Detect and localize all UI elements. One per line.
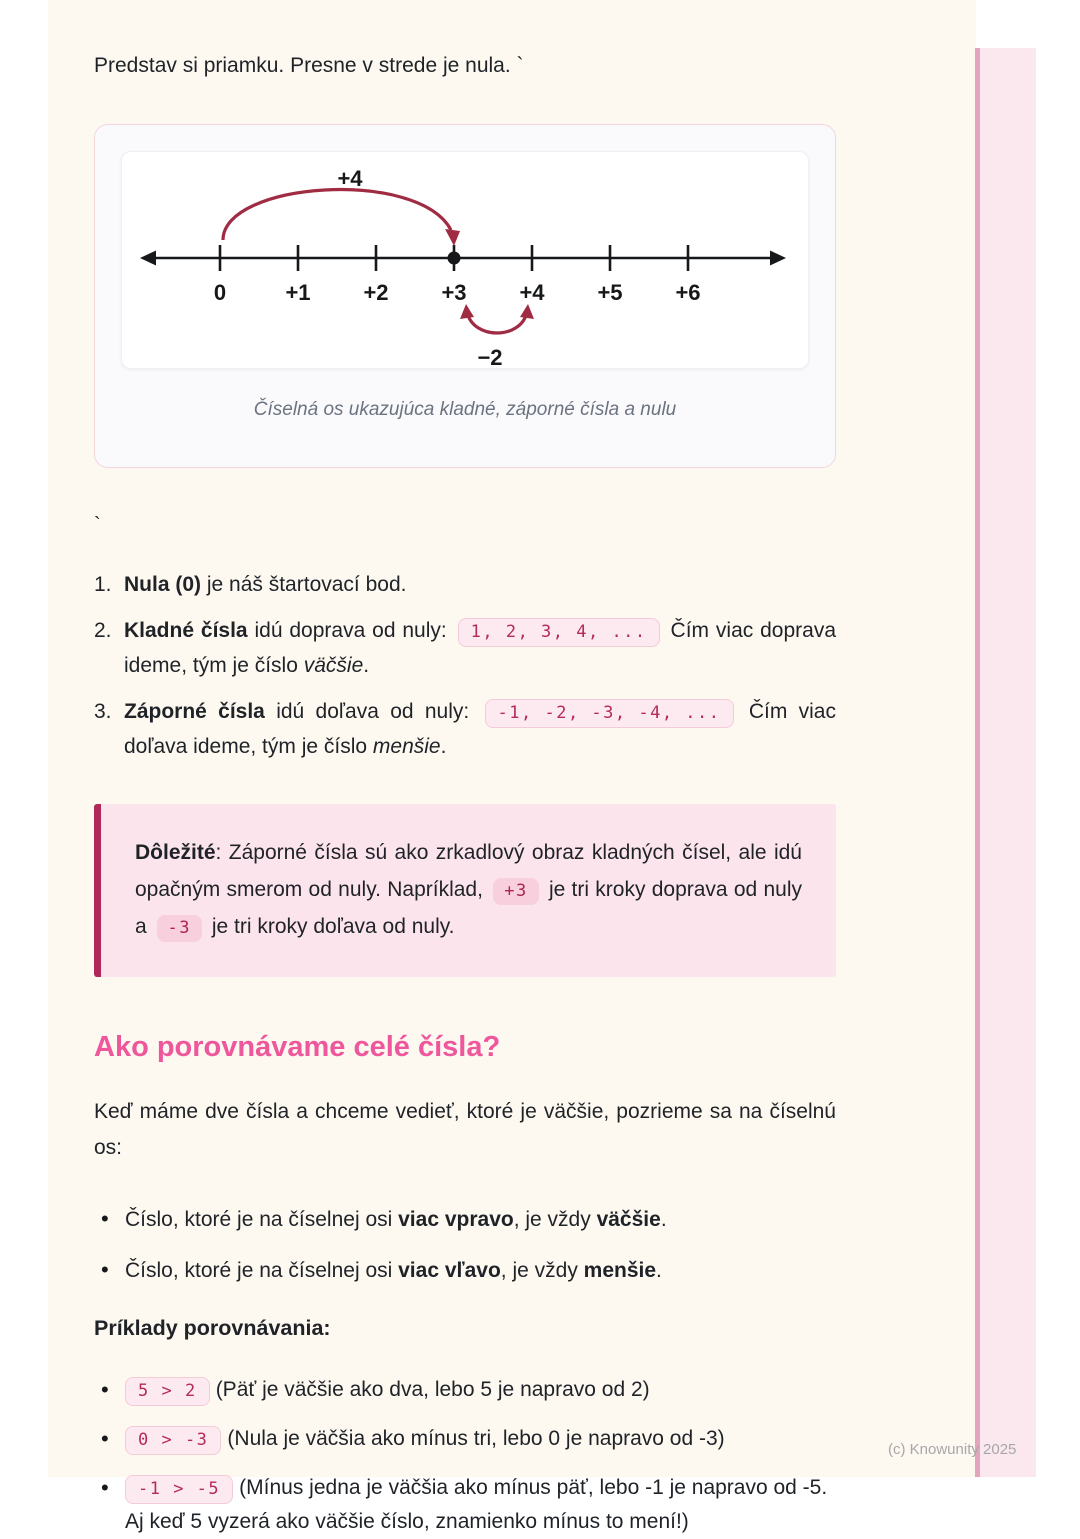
page-margin-stripe [975, 48, 1036, 1477]
list-number: 2. [94, 618, 112, 642]
list-item-text: . [363, 653, 370, 677]
minus-two-arc-label: −2 [477, 344, 503, 369]
inline-code-chip: -3 [157, 915, 202, 942]
example-text: (Päť je väčšie ako dva, lebo 5 je napravo od 2) [215, 1377, 650, 1401]
tick-label-5: +5 [597, 279, 623, 305]
minus-two-arc [467, 312, 527, 333]
bullet-text: , je vždy [513, 1207, 597, 1231]
comparison-code-chip: 0 > -3 [125, 1426, 221, 1455]
callout-text: je tri kroky doprava od nuly a [135, 877, 802, 938]
bullet-bold: viac vpravo [398, 1207, 514, 1231]
important-callout [94, 804, 836, 977]
tick-label-3: +3 [441, 279, 467, 305]
list-item-italic: menšie [372, 734, 441, 758]
tick-label-4: +4 [519, 279, 545, 305]
list-item [94, 567, 836, 602]
bullet-text: . [656, 1258, 662, 1282]
list-item [94, 694, 836, 764]
list-number: 1. [94, 572, 112, 596]
figure-caption: Číselná os ukazujúca kladné, záporné čísla a nulu [253, 398, 677, 420]
inline-code-chip: -1, -2, -3, -4, ... [485, 699, 734, 728]
list-item-bold: Záporné čísla [124, 699, 265, 723]
bullet-text: . [660, 1207, 667, 1231]
tick-label-1: +1 [285, 279, 311, 305]
list-item-bold: Nula (0) [124, 572, 202, 596]
examples-list [94, 1373, 836, 1539]
comparison-code-chip: -1 > -5 [125, 1475, 233, 1504]
list-item-bold: Kladné čísla [124, 618, 248, 642]
number-line-card [121, 151, 809, 369]
list-item-text: Čím viac doprava ideme, tým je číslo [124, 618, 837, 677]
list-item-text: idú doľava od nuly: [264, 699, 481, 723]
plus-four-arrowhead-icon [445, 229, 460, 246]
bullet-bold: menšie [583, 1258, 657, 1282]
list-item-italic: väčšie [303, 653, 364, 677]
number-line-figure [94, 124, 836, 468]
list-item-text: Čím viac doľava ideme, tým je číslo [124, 699, 836, 758]
callout-text: : Záporné čísla sú ako zrkadlový obraz kladných čísel, ale idú opačným smerom od nuly. Napríklad, [135, 840, 802, 901]
point-dot [448, 251, 461, 264]
examples-heading: Príklady porovnávania: [94, 1315, 331, 1340]
inline-code-chip: 1, 2, 3, 4, ... [458, 618, 660, 647]
axis-left-arrow-icon [140, 250, 156, 265]
inline-code-chip: +3 [493, 878, 538, 905]
tick-label-2: +2 [363, 279, 389, 305]
document-page [48, 0, 976, 1533]
callout-text: je tri kroky doľava od nuly. [206, 914, 455, 938]
tick-label-0: 0 [213, 279, 227, 305]
example-item [94, 1422, 836, 1456]
bullet-text: , je vždy [500, 1258, 584, 1282]
section-intro: Keď máme dve čísla a chceme vedieť, ktoré je väčšie, pozrieme sa na číselnú os: [94, 1099, 836, 1159]
example-item [94, 1373, 836, 1407]
minus-two-left-arrowhead-icon [460, 304, 474, 319]
example-item [94, 1471, 836, 1539]
plus-four-arc-label: +4 [337, 165, 363, 191]
list-item-text: idú doprava od nuly: [247, 618, 454, 642]
tick-label-6: +6 [675, 279, 701, 305]
copyright-watermark: (c) Knowunity 2025 [888, 1441, 1017, 1458]
bullet-item [94, 1202, 836, 1237]
intro-paragraph: Predstav si priamku. Presne v strede je nula. ` [94, 54, 524, 77]
bullet-text: Číslo, ktoré je na číselnej osi [125, 1207, 399, 1231]
bullet-text: Číslo, ktoré je na číselnej osi [125, 1258, 399, 1282]
minus-two-right-arrowhead-icon [520, 304, 534, 319]
bullet-bold: viac vľavo [398, 1258, 501, 1282]
list-item-text: . [440, 734, 447, 758]
bullet-item [94, 1253, 836, 1288]
number-line-svg [122, 152, 809, 369]
example-text: (Mínus jedna je väčšia ako mínus päť, lebo -1 je napravo od -5. Aj keď 5 vyzerá ako väčšie číslo, znamienko mínus to mení!) [125, 1475, 828, 1533]
list-item-text: je náš štartovací bod. [201, 572, 407, 596]
bullet-list [94, 1202, 836, 1288]
axis-tick-labels [214, 280, 701, 305]
bullet-bold: väčšie [596, 1207, 661, 1231]
list-number: 3. [94, 699, 112, 723]
numbered-list [94, 567, 836, 764]
section-heading: Ako porovnávame celé čísla? [94, 1030, 501, 1063]
list-item [94, 613, 836, 683]
callout-label: Dôležité [135, 840, 216, 864]
plus-four-arc [223, 189, 451, 239]
example-text: (Nula je väčšia ako mínus tri, lebo 0 je napravo od -3) [227, 1426, 725, 1450]
stray-backtick: ` [94, 513, 101, 536]
axis-right-arrow-icon [770, 250, 786, 265]
comparison-code-chip: 5 > 2 [125, 1377, 210, 1406]
